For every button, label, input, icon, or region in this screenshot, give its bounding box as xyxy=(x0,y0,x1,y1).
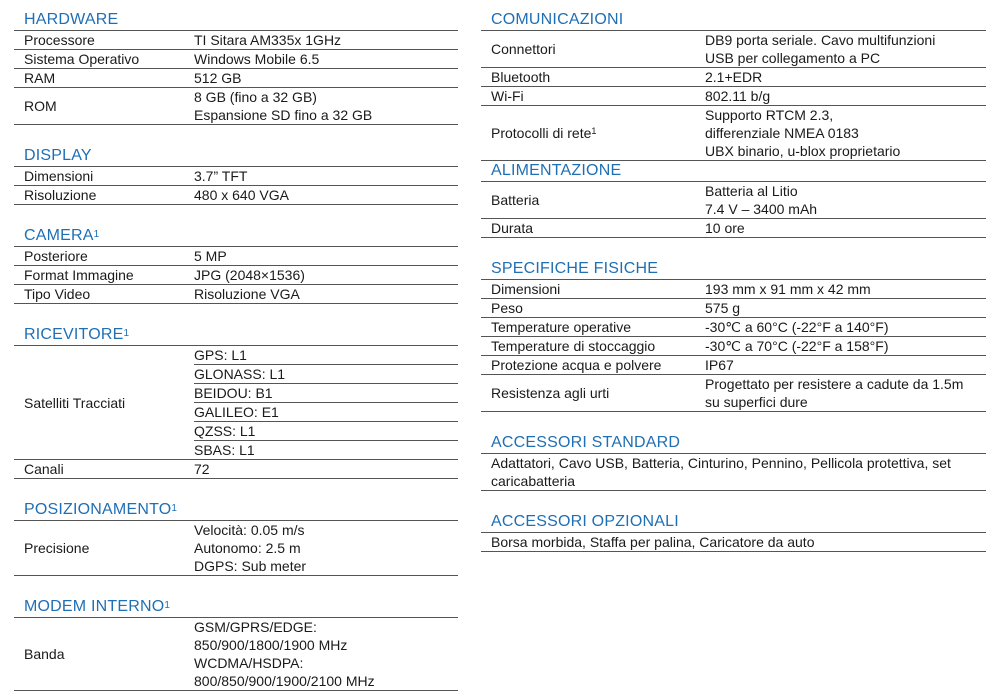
table-row xyxy=(14,266,458,285)
footnote-marker: 1 xyxy=(171,503,178,514)
spec-label: Resistenza agli urti xyxy=(491,385,610,401)
table-row xyxy=(481,375,986,412)
hardware-table xyxy=(14,31,458,125)
table-row xyxy=(14,618,458,691)
spec-value: IP67 xyxy=(705,357,734,373)
spec-value: Supporto RTCM 2.3, differenziale NMEA 0183 UBX binario, u-blox proprietario xyxy=(705,107,901,159)
spec-label: Temperature operative xyxy=(491,319,632,335)
spec-label: Banda xyxy=(24,646,65,662)
section-title-accessori-standard: ACCESSORI STANDARD xyxy=(481,433,986,454)
camera-table xyxy=(14,247,458,304)
spec-label: Tipo Video xyxy=(24,286,91,302)
spec-value: DB9 porta seriale. Cavo multifunzioni USB per collegamento a PC xyxy=(705,32,936,66)
spec-value: 193 mm x 91 mm x 42 mm xyxy=(705,281,871,297)
spec-label: RAM xyxy=(24,70,56,86)
footnote-marker: 1 xyxy=(123,328,130,339)
list-item: GLONASS: L1 xyxy=(194,365,458,384)
table-row xyxy=(481,31,986,68)
ricevitore-table xyxy=(14,346,458,479)
spec-label: Wi-Fi xyxy=(491,88,524,104)
posizionamento-table xyxy=(14,521,458,576)
footnote-marker: 1 xyxy=(93,229,100,240)
modem-table xyxy=(14,618,458,691)
table-row xyxy=(14,285,458,304)
spec-label: Canali xyxy=(24,461,64,477)
table-row xyxy=(14,50,458,69)
spec-value: -30℃ a 60°C (-22°F a 140°F) xyxy=(705,319,889,335)
table-row xyxy=(481,87,986,106)
table-row xyxy=(14,247,458,266)
section-title-alimentazione: ALIMENTAZIONE xyxy=(481,161,986,182)
spec-label: Posteriore xyxy=(24,248,88,264)
footnote-marker: 1 xyxy=(164,600,171,611)
comunicazioni-table xyxy=(481,31,986,161)
right-column xyxy=(481,0,986,552)
spec-value: 512 GB xyxy=(194,70,242,86)
spec-label: Risoluzione xyxy=(24,187,97,203)
spec-label: Dimensioni xyxy=(491,281,561,297)
table-row xyxy=(481,356,986,375)
spec-value: 3.7” TFT xyxy=(194,168,248,184)
spec-value: 5 MP xyxy=(194,248,227,264)
spec-label: Connettori xyxy=(491,41,556,57)
spec-value: 2.1+EDR xyxy=(705,69,763,85)
list-item: BEIDOU: B1 xyxy=(194,384,458,403)
table-row xyxy=(14,69,458,88)
table-row xyxy=(14,521,458,576)
spec-label: Peso xyxy=(491,300,523,316)
table-row xyxy=(14,346,458,460)
spec-value: Batteria al Litio 7.4 V – 3400 mAh xyxy=(705,183,818,217)
spec-value: 575 g xyxy=(705,300,741,316)
spec-label: Precisione xyxy=(24,540,90,556)
left-column xyxy=(14,0,458,691)
table-row xyxy=(481,318,986,337)
spec-value: GSM/GPRS/EDGE: 850/900/1800/1900 MHz WCDMA/HSDPA: 800/850/900/1900/2100 MHz xyxy=(194,619,375,689)
section-title-ricevitore: RICEVITORE$^1$ xyxy=(14,325,458,346)
spec-value: JPG (2048×1536) xyxy=(194,267,305,283)
spec-value: Windows Mobile 6.5 xyxy=(194,51,320,67)
spec-value: 480 x 640 VGA xyxy=(194,187,289,203)
section-title-accessori-opzionali: ACCESSORI OPZIONALI xyxy=(481,512,986,533)
table-row xyxy=(14,31,458,50)
table-row xyxy=(481,219,986,238)
table-row xyxy=(14,167,458,186)
spec-label: Durata xyxy=(491,220,534,236)
spec-label: Protezione acqua e polvere xyxy=(491,357,662,373)
footnote-marker: 1 xyxy=(591,126,597,136)
spec-label: Bluetooth xyxy=(491,69,551,85)
list-item: GPS: L1 xyxy=(194,346,458,365)
accessori-standard-text: Adattatori, Cavo USB, Batteria, Cinturino, Pennino, Pellicola protettiva, set caricabatteria xyxy=(481,454,986,491)
table-row xyxy=(14,186,458,205)
spec-label: Satelliti Tracciati xyxy=(24,394,126,411)
table-row xyxy=(14,88,458,125)
spec-value: 10 ore xyxy=(705,220,745,236)
table-row xyxy=(481,280,986,299)
table-row xyxy=(481,337,986,356)
spec-label: ROM xyxy=(24,98,57,114)
fisiche-table xyxy=(481,280,986,412)
spec-label: Processore xyxy=(24,32,95,48)
accessori-opzionali-text: Borsa morbida, Staffa per palina, Caricatore da auto xyxy=(481,533,986,552)
spec-value: Velocità: 0.05 m/s Autonomo: 2.5 m DGPS: Sub meter xyxy=(194,522,307,574)
spec-value: Risoluzione VGA xyxy=(194,286,300,302)
section-title-modem: MODEM INTERNO$^1$ xyxy=(14,597,458,618)
satellite-list xyxy=(194,346,458,459)
list-item: SBAS: L1 xyxy=(194,442,255,458)
section-title-posizionamento: POSIZIONAMENTO$^1$ xyxy=(14,500,458,521)
spec-label: Temperature di stoccaggio xyxy=(491,338,656,354)
spec-value: 802.11 b/g xyxy=(705,88,771,104)
spec-value: -30℃ a 70°C (-22°F a 158°F) xyxy=(705,338,889,354)
spec-label: Format Immagine xyxy=(24,267,134,283)
table-row xyxy=(481,68,986,87)
spec-value: 72 xyxy=(194,461,210,477)
list-item: QZSS: L1 xyxy=(194,422,458,441)
spec-value: Progettato per resistere a cadute da 1.5m su superfici dure xyxy=(705,376,964,410)
section-title-display: DISPLAY xyxy=(14,146,458,167)
spec-value: 8 GB (fino a 32 GB) Espansione SD fino a 32 GB xyxy=(194,89,373,123)
alimentazione-table xyxy=(481,182,986,238)
table-row xyxy=(481,299,986,318)
table-row xyxy=(481,106,986,161)
spec-label: Sistema Operativo xyxy=(24,51,140,67)
spec-label: Dimensioni xyxy=(24,168,94,184)
table-row xyxy=(14,460,458,479)
section-title-camera: CAMERA$^1$ xyxy=(14,226,458,247)
display-table xyxy=(14,167,458,205)
spec-value: TI Sitara AM335x 1GHz xyxy=(194,32,342,48)
list-item: GALILEO: E1 xyxy=(194,403,458,422)
spec-label: Batteria xyxy=(491,192,540,208)
section-title-specifiche-fisiche: SPECIFICHE FISICHE xyxy=(481,259,986,280)
spec-label: Protocolli di rete $^1$ xyxy=(481,106,705,160)
section-title-comunicazioni: COMUNICAZIONI xyxy=(481,10,986,31)
section-title-hardware: HARDWARE xyxy=(14,10,458,31)
table-row xyxy=(481,182,986,219)
